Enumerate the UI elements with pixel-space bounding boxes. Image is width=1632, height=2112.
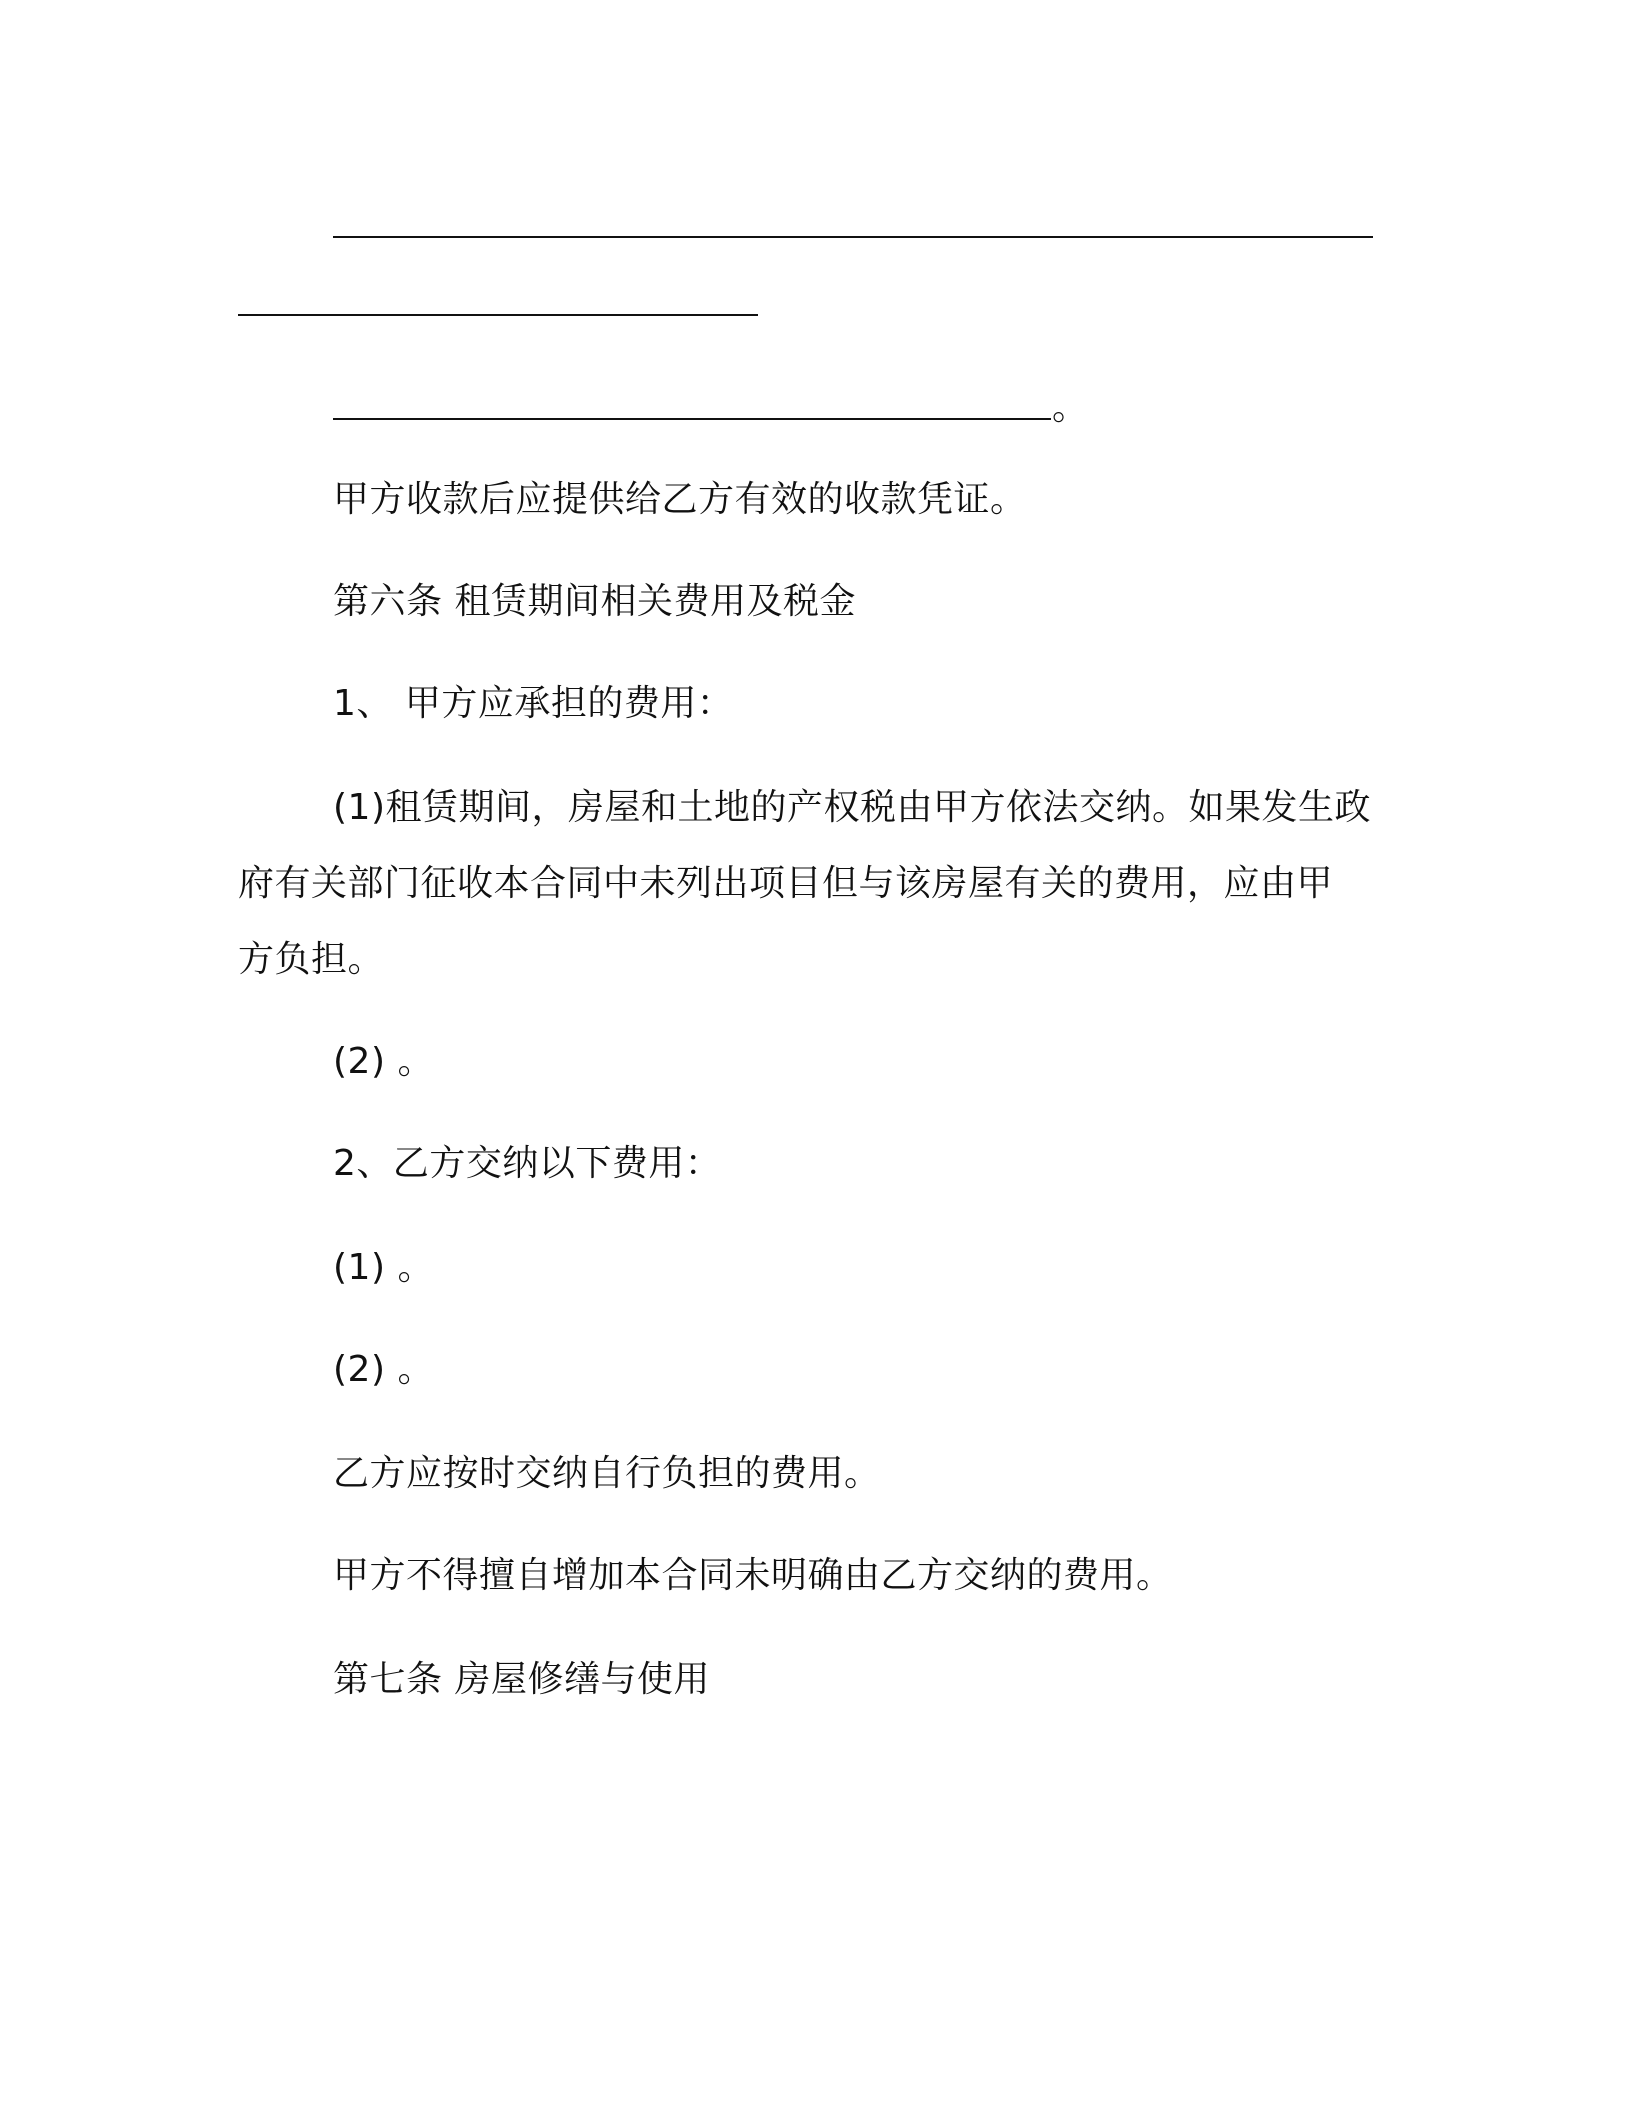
- paragraph-receipt-voucher: 甲方收款后应提供给乙方有效的收款凭证。: [333, 479, 1027, 520]
- paragraph-property-tax-line2: 府有关部门征收本合同中未列出项目但与该房屋有关的费用，应由甲: [238, 863, 1334, 904]
- paragraph-property-tax-line1: (1)租赁期间，房屋和土地的产权税由甲方依法交纳。如果发生政: [333, 787, 1371, 828]
- paragraph-property-tax-line3: 方负担。: [238, 939, 385, 980]
- paragraph-no-extra-fees: 甲方不得擅自增加本合同未明确由乙方交纳的费用。: [333, 1555, 1173, 1596]
- paragraph-item-b2: (2) 。: [333, 1349, 434, 1390]
- blank-line-3[interactable]: [333, 418, 1051, 420]
- article-six-heading: 第六条 租赁期间相关费用及税金: [333, 581, 856, 622]
- blank-line-2[interactable]: [238, 314, 758, 316]
- paragraph-party-a-fees: 1、 甲方应承担的费用：: [333, 683, 734, 724]
- article-seven-heading: 第七条 房屋修缮与使用: [333, 1659, 710, 1700]
- paragraph-item-a2: (2) 。: [333, 1041, 434, 1082]
- paragraph-party-b-fees: 2、乙方交纳以下费用：: [333, 1143, 722, 1184]
- paragraph-party-b-pay-on-time: 乙方应按时交纳自行负担的费用。: [333, 1453, 881, 1494]
- paragraph-item-b1: (1) 。: [333, 1247, 434, 1288]
- blank-line-1[interactable]: [333, 236, 1373, 238]
- blank-line-end-mark: 。: [1052, 387, 1089, 428]
